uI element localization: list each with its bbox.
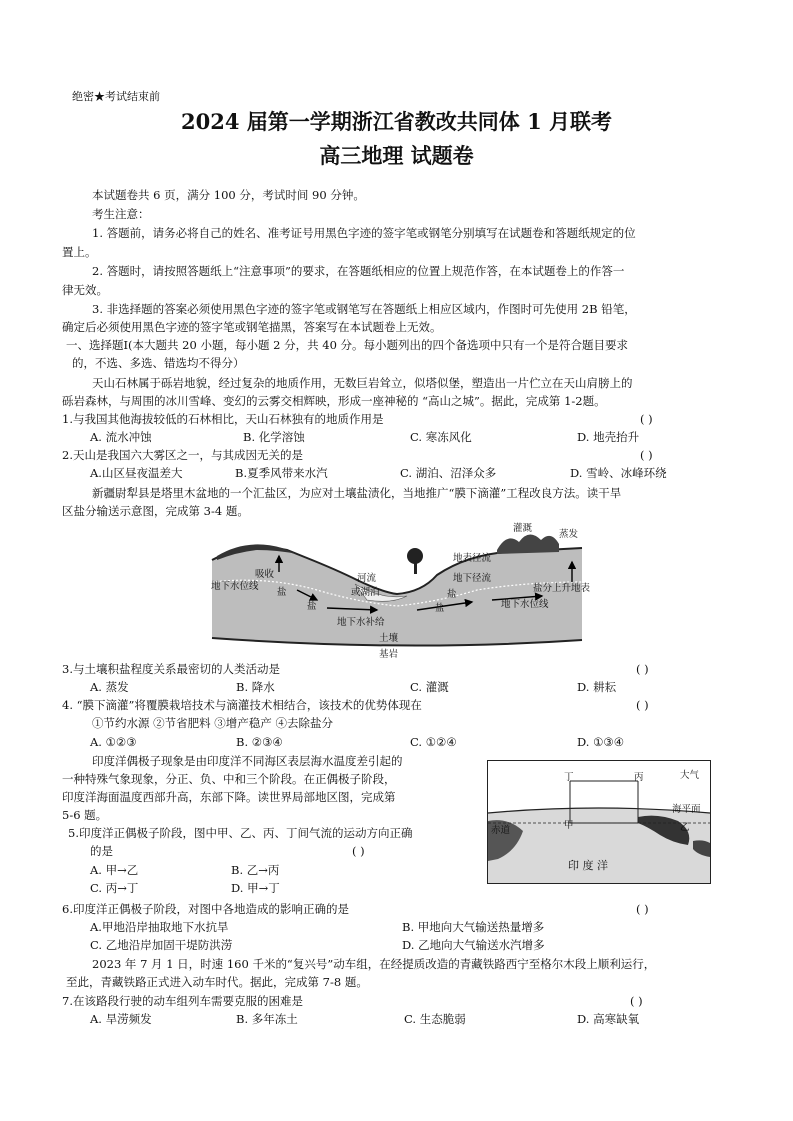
- confidential-mark: 绝密★考试结束前: [72, 90, 160, 103]
- q4-option-d: D. ①③④: [577, 735, 625, 749]
- label-bedrock: 基岩: [379, 649, 399, 660]
- question-5-stem-cont: 的是: [90, 844, 113, 858]
- note-1: 1. 答题前，请务必将自己的姓名、准考证号用黑色字迹的签字笔或钢笔分别填写在试题卷和答题纸规定的位: [92, 226, 636, 240]
- q3-option-d: D. 耕耘: [577, 680, 617, 694]
- label-water-table-right: 地下水位线: [501, 599, 549, 610]
- q1-option-c: C. 寒冻风化: [410, 430, 472, 444]
- passage-3-d: 5-6 题。: [62, 808, 108, 822]
- question-3-paren: ( ): [636, 662, 649, 676]
- label-evaporation: 蒸发: [559, 529, 579, 540]
- label-groundwater-flow: 地下径流: [453, 573, 492, 584]
- q5-option-a: A. 甲→乙: [90, 863, 139, 877]
- label-equator: 赤道: [491, 825, 511, 836]
- question-2-stem: 2.天山是我国六大雾区之一，与其成因无关的是: [62, 448, 303, 462]
- q5-option-d: D. 甲→丁: [231, 881, 280, 895]
- question-5-paren: ( ): [352, 844, 365, 858]
- label-indian-ocean: 印 度 洋: [568, 859, 608, 872]
- question-6-paren: ( ): [636, 902, 649, 916]
- passage-2: 新疆尉犁县是塔里木盆地的一个汇盐区，为应对土壤盐渍化，当地推广“膜下滴灌”工程改良方法。读干旱: [92, 486, 622, 500]
- label-salt-1: 盐: [277, 587, 287, 598]
- q6-option-d: D. 乙地向大气输送水汽增多: [402, 938, 545, 952]
- q1-option-b: B. 化学溶蚀: [243, 430, 305, 444]
- exam-subtitle: 高三地理 试题卷: [319, 143, 474, 168]
- label-surface-runoff: 地表径流: [453, 553, 492, 564]
- label-water-table-left: 地下水位线: [211, 581, 259, 592]
- q7-option-d: D. 高寒缺氧: [577, 1012, 640, 1026]
- salt-transport-diagram: [207, 520, 591, 660]
- q2-option-b: B.夏季风带来水汽: [235, 466, 328, 480]
- q2-option-d: D. 雪岭、冰峰环绕: [570, 466, 667, 480]
- q4-option-c: C. ①②④: [410, 735, 457, 749]
- exam-title: 2024 届第一学期浙江省教改共同体 1 月联考: [181, 109, 612, 134]
- label-salt-2: 盐: [447, 589, 457, 600]
- q7-option-a: A. 旱涝频发: [90, 1012, 152, 1026]
- label-jia: 甲: [564, 820, 574, 831]
- q6-option-c: C. 乙地沿岸加固干堤防洪涝: [90, 938, 233, 952]
- attention-label: 考生注意：: [92, 207, 150, 221]
- passage-2-cont: 区盐分输送示意图，完成第 3-4 题。: [62, 504, 249, 518]
- question-7-stem: 7.在该路段行驶的动车组列车需要克服的困难是: [62, 994, 303, 1008]
- q5-option-c: C. 丙→丁: [90, 881, 139, 895]
- q2-option-c: C. 湖泊、沼泽众多: [400, 466, 497, 480]
- section-heading: 一、选择题Ⅰ(本大题共 20 小题，每小题 2 分，共 40 分。每小题列出的四个备选项中只有一个是符合题目要求: [66, 338, 629, 352]
- note-2-cont: 律无效。: [62, 283, 108, 297]
- q4-items: ①节约水源 ②节省肥料 ③增产稳产 ④去除盐分: [92, 716, 333, 730]
- note-1-cont: 置上。: [62, 245, 97, 259]
- label-salt-3: 盐: [307, 601, 317, 612]
- passage-4: 2023 年 7 月 1 日，时速 160 千米的“复兴号”动车组，在经提质改造的青藏铁路西宁至格尔木段上顺利运行，: [92, 957, 656, 971]
- label-sea-level: 海平面: [672, 804, 701, 815]
- q4-option-a: A. ①②③: [90, 735, 137, 749]
- q6-option-a: A.甲地沿岸抽取地下水抗旱: [90, 920, 229, 934]
- label-yi: 乙: [680, 822, 690, 833]
- passage-1-cont: 砾岩森林，与周围的冰川雪峰、变幻的云雾交相辉映，形成一座神秘的 “高山之城”。据此，完成第 1-2题。: [62, 394, 606, 408]
- indian-ocean-map: [487, 760, 711, 884]
- q2-option-a: A.山区昼夜温差大: [90, 466, 183, 480]
- label-atmosphere: 大气: [680, 770, 700, 781]
- label-groundwater-recharge: 地下水补给: [337, 617, 385, 628]
- question-1-stem: 1.与我国其他海拔较低的石林相比，天山石林独有的地质作用是: [62, 412, 384, 426]
- passage-4-cont: 至此，青藏铁路正式进入动车时代。据此，完成第 7-8 题。: [66, 975, 368, 989]
- label-lake: 或湖泊: [351, 587, 380, 598]
- label-irrigation: 灌溉: [513, 523, 533, 534]
- intro-text: 本试题卷共 6 页，满分 100 分，考试时间 90 分钟。: [92, 188, 365, 202]
- note-3-cont: 确定后必须使用黑色字迹的签字笔或钢笔描黑，答案写在本试题卷上无效。: [62, 320, 442, 334]
- label-absorb: 吸收: [255, 569, 275, 580]
- note-2: 2. 答题时，请按照答题纸上“注意事项”的要求，在答题纸相应的位置上规范作答，在本试题卷上的作答一: [92, 264, 625, 278]
- q5-option-b: B. 乙→丙: [231, 863, 280, 877]
- passage-3-b: 一种特殊气象现象，分正、负、中和三个阶段。在正偶极子阶段，: [62, 772, 396, 786]
- q3-option-b: B. 降水: [236, 680, 275, 694]
- q1-option-a: A. 流水冲蚀: [90, 430, 152, 444]
- q3-option-a: A. 蒸发: [90, 680, 129, 694]
- label-salt-4: 盐: [435, 603, 445, 614]
- question-3-stem: 3.与土壤积盐程度关系最密切的人类活动是: [62, 662, 280, 676]
- label-salt-rising: 盐分上升地表: [533, 583, 591, 594]
- question-4-paren: ( ): [636, 698, 649, 712]
- q1-option-d: D. 地壳抬升: [577, 430, 640, 444]
- q3-option-c: C. 灌溉: [410, 680, 449, 694]
- label-soil: 土壤: [379, 633, 399, 644]
- q4-option-b: B. ②③④: [236, 735, 283, 749]
- label-bing: 丙: [634, 772, 644, 783]
- section-heading-cont: 的，不选、多选、错选均不得分）: [72, 356, 245, 370]
- passage-1: 天山石林属于砾岩地貌，经过复杂的地质作用，无数巨岩耸立，似塔似堡，塑造出一片伫立在天山肩膀上的: [92, 376, 633, 390]
- passage-3-c: 印度洋海面温度西部升高，东部下降。读世界局部地区图，完成第: [62, 790, 396, 804]
- question-4-stem: 4. “膜下滴灌”将覆膜栽培技术与滴灌技术相结合，该技术的优势体现在: [62, 698, 422, 712]
- note-3: 3. 非选择题的答案必须使用黑色字迹的签字笔或钢笔写在答题纸上相应区域内，作图时可先使用 2B 铅笔，: [92, 302, 636, 316]
- q6-option-b: B. 甲地向大气输送热量增多: [402, 920, 545, 934]
- label-ding: 丁: [564, 772, 574, 783]
- question-1-paren: ( ): [640, 412, 653, 426]
- question-5-stem: 5.印度洋正偶极子阶段，图中甲、乙、丙、丁间气流的运动方向正确: [68, 826, 413, 840]
- question-7-paren: ( ): [630, 994, 643, 1008]
- question-2-paren: ( ): [640, 448, 653, 462]
- label-river: 河流: [357, 573, 377, 584]
- q7-option-b: B. 多年冻土: [236, 1012, 298, 1026]
- passage-3: 印度洋偶极子现象是由印度洋不同海区表层海水温度差引起的: [92, 754, 403, 768]
- question-6-stem: 6.印度洋正偶极子阶段，对图中各地造成的影响正确的是: [62, 902, 349, 916]
- q7-option-c: C. 生态脆弱: [404, 1012, 466, 1026]
